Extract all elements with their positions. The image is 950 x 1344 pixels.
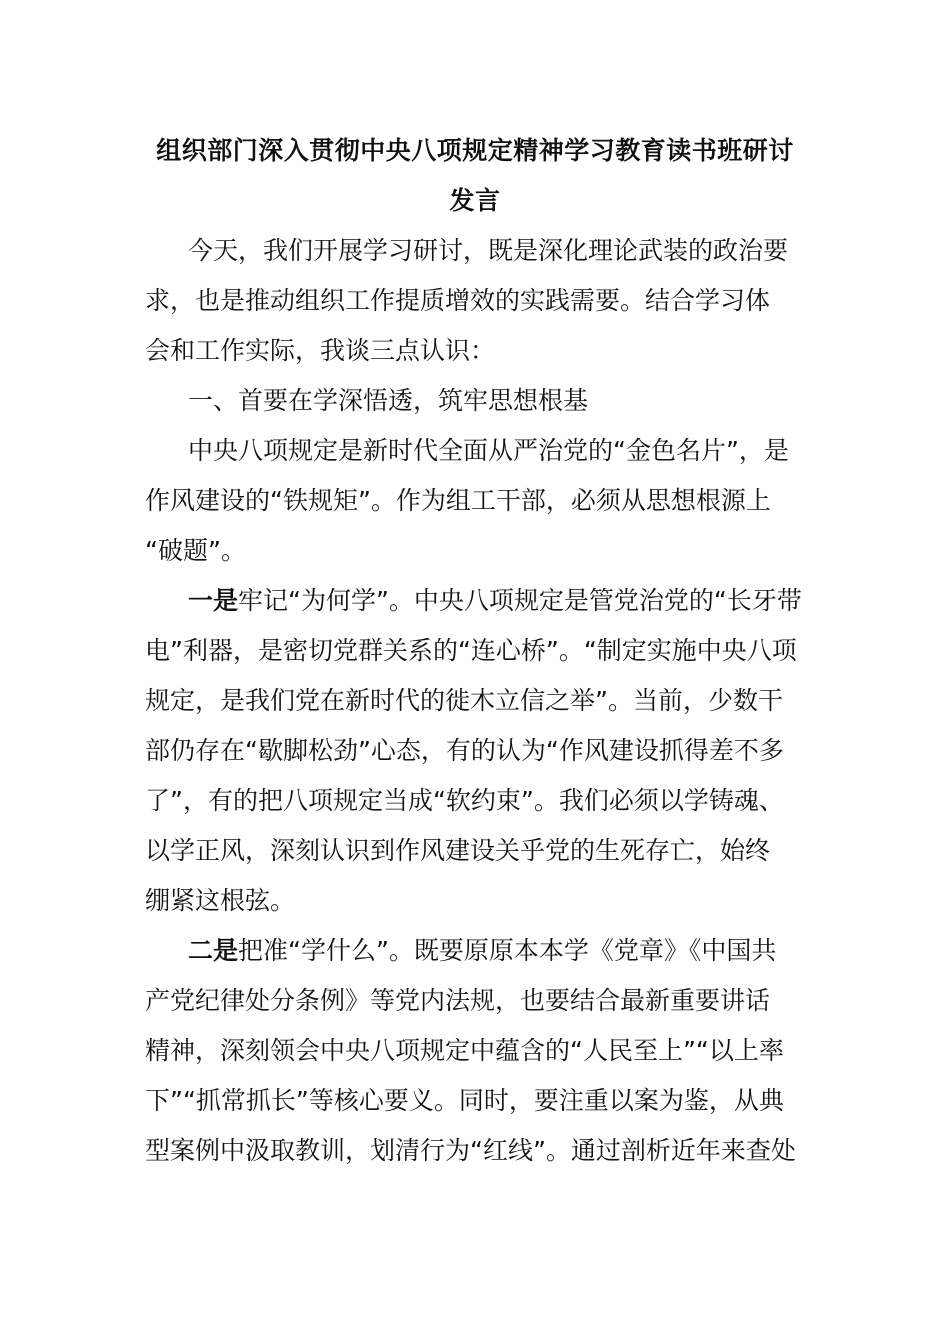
point1-line-3: 规定，是我们党在新时代的徙木立信之举”。当前，少数干 — [145, 686, 783, 715]
point2-first-text: 把准“学什么”。既要原原本本学《党章》《中国共 — [238, 936, 777, 965]
intro-line-2: 求，也是推动组织工作提质增效的实践需要。结合学习体 — [145, 286, 771, 315]
point2-label: 二是 — [188, 936, 239, 965]
section1-line-3: “破题”。 — [145, 536, 246, 565]
intro-line-1: 今天，我们开展学习研讨，既是深化理论武装的政治要 — [188, 236, 789, 265]
point2-first-line — [188, 926, 805, 976]
document-title-line-1: 组织部门深入贯彻中央八项规定精神学习教育读书班研讨 — [156, 136, 794, 165]
point1-line-4: 部仍存在“歇脚松劲”心态，有的认为“作风建设抓得差不多 — [145, 736, 784, 765]
document-title-line-2: 发言 — [449, 186, 501, 215]
section1-line-1: 中央八项规定是新时代全面从严治党的“金色名片”，是 — [188, 436, 789, 465]
point1-line-6: 以学正风，深刻认识到作风建设关乎党的生死存亡，始终 — [145, 836, 771, 865]
point1-first-text: 牢记“为何学”。中央八项规定是管党治党的“长牙带 — [238, 586, 802, 615]
point1-line-5: 了”，有的把八项规定当成“软约束”。我们必须以学铸魂、 — [145, 786, 784, 815]
section1-heading: 一、首要在学深悟透，筑牢思想根基 — [188, 386, 589, 415]
point1-label: 一是 — [188, 586, 239, 615]
point1-line-7: 绷紧这根弦。 — [145, 886, 296, 915]
section1-line-2: 作风建设的“铁规矩”。作为组工干部，必须从思想根源上 — [145, 486, 771, 515]
point2-line-3: 精神，深刻领会中央八项规定中蕴含的“人民至上”“以上率 — [145, 1036, 784, 1065]
point2-line-5: 型案例中汲取教训，划清行为“红线”。通过剖析近年来查处 — [145, 1136, 796, 1165]
point2-line-4: 下”“抓常抓长”等核心要义。同时，要注重以案为鉴，从典 — [145, 1086, 784, 1115]
point1-first-line — [188, 576, 805, 626]
intro-line-3: 会和工作实际，我谈三点认识： — [145, 336, 496, 365]
point1-line-2: 电”利器，是密切党群关系的“连心桥”。“制定实施中央八项 — [145, 636, 797, 665]
point2-line-2: 产党纪律处分条例》等党内法规，也要结合最新重要讲话 — [145, 986, 771, 1015]
